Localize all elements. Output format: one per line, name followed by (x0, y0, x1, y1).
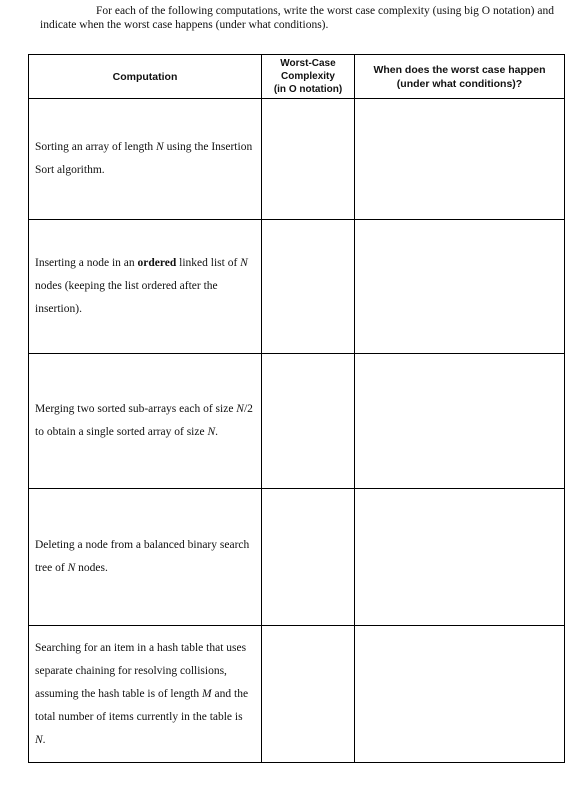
variable-n: N (240, 257, 248, 269)
condition-answer-cell[interactable] (355, 354, 565, 489)
variable-n: N (35, 733, 43, 746)
computation-text: Searching for an item in a hash table that uses separate chaining for resolving collisions, assuming the hash table is of length (35, 641, 247, 700)
header-when-line1: When does the worst case happen (373, 63, 546, 76)
header-worst-case-complexity (262, 55, 355, 99)
condition-answer-cell[interactable] (355, 626, 565, 763)
variable-n: N (67, 562, 76, 574)
computation-text: linked list of (176, 257, 241, 269)
table-row (29, 626, 565, 763)
computation-text: Deleting a node from a balanced binary search tree of (35, 539, 250, 574)
computation-cell (29, 489, 262, 626)
variable-n: N (236, 403, 244, 415)
header-worst-case-line3: (in O notation) (273, 84, 343, 95)
computation-cell (29, 99, 262, 220)
header-worst-case-line2: Complexity (281, 71, 335, 82)
complexity-table (28, 54, 565, 763)
worst-case-answer-cell[interactable] (262, 626, 355, 763)
header-when-line2: (under what conditions)? (396, 77, 523, 90)
computation-text: . (42, 733, 46, 746)
computation-text: Merging two sorted sub-arrays each of size (35, 403, 237, 415)
bold-word-ordered: ordered (137, 257, 177, 269)
table-row (29, 99, 565, 220)
computation-cell (29, 220, 262, 354)
computation-cell (29, 354, 262, 489)
computation-text: using the Insertion Sort algorithm. (35, 141, 253, 176)
header-computation: Computation (29, 55, 262, 99)
variable-n: N (156, 141, 164, 153)
computation-text: and the total number of items currently in the table is (35, 687, 249, 723)
computation-text: Sorting an array of length (35, 141, 157, 153)
instructions-text: For each of the following computations, write the worst case complexity (using big O notation) and indicate when the worst case happens (under what conditions). (40, 5, 554, 31)
computation-text: nodes. (75, 562, 108, 574)
computation-text: Inserting a node in an (35, 257, 138, 269)
worst-case-answer-cell[interactable] (262, 354, 355, 489)
table-row (29, 489, 565, 626)
table-row (29, 354, 565, 489)
condition-answer-cell[interactable] (355, 220, 565, 354)
table-row (29, 220, 565, 354)
computation-text: nodes (keeping the list ordered after the insertion). (35, 280, 218, 315)
computation-text: . (215, 426, 218, 438)
header-row (29, 55, 565, 99)
condition-answer-cell[interactable] (355, 99, 565, 220)
worst-case-answer-cell[interactable] (262, 99, 355, 220)
computation-text: /2 to obtain a single sorted array of size (35, 403, 253, 438)
condition-answer-cell[interactable] (355, 489, 565, 626)
variable-n: N (207, 426, 216, 438)
header-when-worst-case (355, 55, 565, 99)
computation-cell (29, 626, 262, 763)
worst-case-answer-cell[interactable] (262, 489, 355, 626)
header-worst-case-line1: Worst-Case (280, 58, 336, 69)
worst-case-answer-cell[interactable] (262, 220, 355, 354)
variable-m: M (202, 687, 212, 700)
